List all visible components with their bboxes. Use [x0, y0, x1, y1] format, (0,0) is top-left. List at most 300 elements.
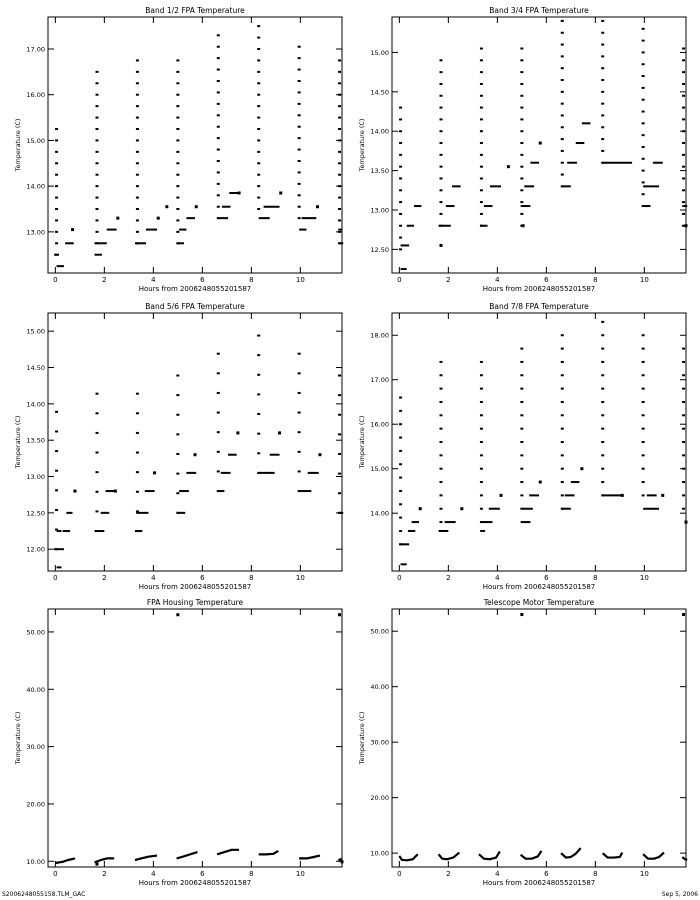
chart-2-point: [480, 166, 483, 168]
chart-2-point: [642, 134, 645, 136]
chart-4-point: [601, 321, 604, 323]
chart-4-point: [399, 503, 402, 505]
chart-2-point: [399, 225, 402, 227]
chart-2-point: [682, 118, 685, 120]
chart-2-point: [642, 181, 645, 183]
chart-1-point: [55, 242, 58, 244]
chart-1-point: [136, 231, 139, 233]
chart-2-point: [440, 59, 443, 61]
chart-2-xtick-label: 2: [446, 276, 451, 284]
chart-3-dot: [278, 431, 281, 434]
chart-2-point: [682, 48, 685, 50]
chart-5-series-line: [135, 856, 157, 861]
chart-4-point: [601, 454, 604, 456]
chart-3-point: [338, 492, 341, 494]
chart-1-point: [257, 151, 260, 153]
chart-1-point: [136, 174, 139, 176]
chart-2-xtick-label: 8: [593, 276, 598, 284]
chart-1-point: [257, 139, 260, 141]
chart-4-point: [520, 348, 523, 350]
chart-1-dot: [165, 205, 168, 208]
chart-4-dot: [661, 494, 664, 497]
chart-4-point: [399, 517, 402, 519]
chart-2-point: [520, 83, 523, 85]
chart-4-point: [440, 454, 443, 456]
chart-5-ytick-label: 10.00: [26, 857, 45, 866]
chart-1-point: [217, 103, 220, 105]
chart-4-point: [642, 401, 645, 403]
chart-4-point: [601, 388, 604, 390]
chart-2-point: [520, 48, 523, 50]
chart-3-point: [96, 471, 99, 473]
chart-1-point: [338, 139, 341, 141]
chart-1-point: [298, 126, 301, 128]
chart-3-point: [136, 471, 139, 473]
chart-3-dot: [318, 453, 321, 456]
chart-4-point: [601, 401, 604, 403]
chart-2-point: [682, 83, 685, 85]
chart-1-point: [176, 71, 179, 73]
chart-3-point: [176, 394, 179, 396]
chart-4-point: [561, 441, 564, 443]
chart-2-dot: [539, 142, 542, 145]
chart-2-point: [642, 111, 645, 113]
chart-2-point: [520, 71, 523, 73]
chart-1-xtick-label: 0: [53, 276, 58, 284]
chart-4-point: [480, 374, 483, 376]
chart-1-point: [217, 183, 220, 185]
chart-4-point: [601, 441, 604, 443]
chart-1-point: [217, 69, 220, 71]
chart-2-dot: [507, 165, 510, 168]
chart-4-point: [601, 334, 604, 336]
chart-4-ytick-label: 17.00: [370, 376, 389, 385]
chart-2-point: [601, 114, 604, 116]
chart-1-point: [136, 82, 139, 84]
chart-1-point: [55, 208, 58, 210]
chart-2-point: [682, 59, 685, 61]
chart-1-point: [217, 57, 220, 59]
chart-3-point: [217, 470, 220, 472]
chart-4-xtick-label: 8: [593, 574, 598, 582]
chart-4-point: [561, 454, 564, 456]
chart-1-point: [298, 69, 301, 71]
chart-4-point: [682, 348, 685, 350]
chart-3-dot: [236, 431, 239, 434]
chart-3-point: [176, 473, 179, 475]
chart-3-point: [257, 433, 260, 435]
chart-1-point: [217, 34, 220, 36]
chart-1-point: [298, 46, 301, 48]
chart-3-dot: [73, 490, 76, 493]
chart-2-point: [520, 154, 523, 156]
chart-4-point: [520, 494, 523, 496]
chart-5-series-line: [259, 851, 279, 854]
chart-1-point: [257, 48, 260, 50]
chart-2-point: [399, 201, 402, 203]
chart-5-xtick-label: 0: [53, 870, 58, 878]
chart-4-point: [399, 463, 402, 465]
chart-2-point: [601, 67, 604, 69]
chart-3-ytick-label: 12.00: [26, 545, 45, 554]
chart-4-dot: [419, 507, 422, 510]
chart-1-point: [96, 231, 99, 233]
chart-4-point: [682, 481, 685, 483]
chart-5-xtick-label: 6: [200, 870, 205, 878]
chart-1-point: [257, 185, 260, 187]
chart-2-point: [399, 154, 402, 156]
chart-1-point: [257, 105, 260, 107]
chart-3-point: [96, 491, 99, 493]
chart-1-xtick-label: 10: [295, 276, 305, 284]
chart-1-point: [136, 139, 139, 141]
chart-2-point: [399, 107, 402, 109]
chart-2-point: [642, 28, 645, 30]
chart-2-point: [561, 20, 564, 22]
chart-5-title: FPA Housing Temperature: [146, 598, 244, 607]
chart-1-point: [96, 185, 99, 187]
chart-1-point: [136, 128, 139, 130]
chart-1-point: [338, 231, 341, 233]
chart-4-point: [601, 428, 604, 430]
chart-2-point: [440, 95, 443, 97]
chart-5-dot: [341, 860, 344, 863]
chart-4-point: [642, 348, 645, 350]
chart-5-xtick-label: 4: [151, 870, 156, 878]
chart-3-point: [176, 453, 179, 455]
chart-2-point: [561, 44, 564, 46]
chart-3-point: [96, 452, 99, 454]
chart-6-series-line: [399, 854, 417, 860]
chart-2-point: [561, 138, 564, 140]
chart-4-xtick-label: 0: [397, 574, 402, 582]
chart-1-point: [257, 128, 260, 130]
chart-1-point: [55, 219, 58, 221]
chart-6-series-line: [521, 851, 542, 859]
chart-1-point: [136, 117, 139, 119]
chart-3-point: [96, 412, 99, 414]
chart-1-point: [298, 114, 301, 116]
chart-3-point: [298, 372, 301, 374]
chart-3-title: Band 5/6 FPA Temperature: [145, 302, 245, 311]
chart-4-point: [682, 374, 685, 376]
chart-4-ytick-label: 15.00: [370, 465, 389, 474]
chart-1-point: [55, 197, 58, 199]
chart-5-frame: [48, 609, 342, 867]
chart-2-point: [480, 83, 483, 85]
chart-2-point: [520, 118, 523, 120]
chart-4-point: [399, 450, 402, 452]
chart-1-point: [176, 82, 179, 84]
chart-2-point: [561, 114, 564, 116]
chart-5-xtick-label: 2: [102, 870, 107, 878]
chart-3-point: [136, 491, 139, 493]
chart-2-point: [682, 142, 685, 144]
chart-1-point: [136, 151, 139, 153]
chart-5-dot: [96, 863, 99, 866]
chart-2-point: [480, 71, 483, 73]
chart-1-point: [176, 174, 179, 176]
chart-4-point: [642, 388, 645, 390]
chart-4-xtick-label: 6: [544, 574, 549, 582]
chart-1-point: [55, 151, 58, 153]
chart-4-ytick-label: 16.00: [370, 420, 389, 429]
chart-3-ytick-label: 13.50: [26, 436, 45, 445]
chart-5-series-line: [177, 852, 198, 858]
chart-1-point: [176, 151, 179, 153]
chart-1-point: [298, 137, 301, 139]
chart-1-point: [136, 197, 139, 199]
chart-2-point: [682, 95, 685, 97]
chart-1-point: [338, 105, 341, 107]
chart-1-point: [96, 208, 99, 210]
chart-4-ylabel: Temperature (C): [358, 415, 366, 469]
chart-2-point: [561, 126, 564, 128]
chart-1-point: [176, 94, 179, 96]
chart-5-series-line: [217, 850, 239, 855]
chart-4-point: [440, 401, 443, 403]
chart-1-point: [257, 37, 260, 39]
chart-4-point: [642, 468, 645, 470]
chart-2-point: [480, 118, 483, 120]
chart-4-point: [642, 334, 645, 336]
chart-2-point: [601, 91, 604, 93]
chart-4-xlabel: Hours from 2006248055201587: [482, 583, 596, 591]
chart-2-point: [480, 154, 483, 156]
chart-3-point: [217, 412, 220, 414]
chart-1-point: [257, 162, 260, 164]
chart-1-point: [136, 208, 139, 210]
chart-2-ylabel: Temperature (C): [358, 118, 366, 172]
chart-2-point: [642, 51, 645, 53]
chart-1-point: [55, 162, 58, 164]
chart-2-point: [440, 83, 443, 85]
chart-2-point: [480, 130, 483, 132]
chart-4-point: [601, 468, 604, 470]
chart-2-title: Band 3/4 FPA Temperature: [489, 6, 589, 15]
chart-2-xtick-label: 0: [397, 276, 402, 284]
chart-4-point: [440, 428, 443, 430]
chart-2-point: [682, 130, 685, 132]
chart-3-ytick-label: 13.00: [26, 473, 45, 482]
chart-4-point: [682, 441, 685, 443]
chart-1-point: [217, 160, 220, 162]
chart-2-point: [440, 107, 443, 109]
chart-2-point: [561, 174, 564, 176]
chart-3-ytick-label: 12.50: [26, 509, 45, 518]
chart-4-point: [561, 401, 564, 403]
chart-1-point: [55, 139, 58, 141]
chart-3-point: [176, 414, 179, 416]
chart-2-point: [561, 32, 564, 34]
chart-6-xtick-label: 8: [593, 870, 598, 878]
chart-6-xtick-label: 6: [544, 870, 549, 878]
chart-2-point: [399, 166, 402, 168]
chart-3-point: [298, 392, 301, 394]
chart-1-point: [96, 139, 99, 141]
chart-1-point: [338, 219, 341, 221]
chart-5-xlabel: Hours from 2006248055201587: [138, 879, 252, 887]
chart-3-point: [96, 432, 99, 434]
chart-2-point: [561, 150, 564, 152]
chart-3-xlabel: Hours from 2006248055201587: [138, 583, 252, 591]
chart-1-point: [96, 128, 99, 130]
chart-4-point: [601, 414, 604, 416]
chart-1-point: [338, 82, 341, 84]
chart-4-point: [520, 454, 523, 456]
chart-3-point: [298, 431, 301, 433]
chart-4-point: [682, 494, 685, 496]
chart-4-point: [480, 388, 483, 390]
chart-2-point: [561, 67, 564, 69]
chart-1-ytick-label: 13.00: [26, 228, 45, 237]
chart-5-series-line: [299, 856, 320, 859]
chart-4-point: [480, 454, 483, 456]
chart-1-point: [55, 174, 58, 176]
chart-1-dot: [71, 228, 74, 231]
chart-5-dot: [176, 613, 179, 616]
chart-4-point: [642, 494, 645, 496]
chart-1-point: [217, 126, 220, 128]
chart-3-point: [338, 473, 341, 475]
chart-4-point: [480, 441, 483, 443]
chart-4-point: [480, 414, 483, 416]
chart-3-xtick-label: 4: [151, 574, 156, 582]
chart-6-xtick-label: 0: [397, 870, 402, 878]
chart-4-xtick-label: 10: [639, 574, 649, 582]
chart-2-point: [642, 158, 645, 160]
chart-2-point: [399, 213, 402, 215]
chart-1-point: [298, 206, 301, 208]
chart-1-point: [338, 117, 341, 119]
chart-1-ytick-label: 14.00: [26, 182, 45, 191]
chart-1-point: [55, 231, 58, 233]
chart-2-point: [601, 150, 604, 152]
chart-2-point: [682, 189, 685, 191]
chart-3-xtick-label: 10: [295, 574, 305, 582]
chart-1-point: [217, 91, 220, 93]
chart-3-point: [55, 470, 58, 472]
chart-1-point: [257, 71, 260, 73]
chart-4-point: [520, 361, 523, 363]
chart-2-point: [520, 59, 523, 61]
chart-1-point: [298, 160, 301, 162]
chart-2-point: [561, 55, 564, 57]
chart-4-point: [601, 374, 604, 376]
chart-5-ytick-label: 20.00: [26, 800, 45, 809]
chart-1-xtick-label: 8: [249, 276, 254, 284]
chart-4-point: [480, 468, 483, 470]
chart-2-point: [642, 63, 645, 65]
chart-5-ylabel: Temperature (C): [14, 711, 22, 765]
chart-4-point: [642, 441, 645, 443]
chart-6-title: Telescope Motor Temperature: [483, 598, 595, 607]
chart-3-dot: [153, 471, 156, 474]
chart-1-point: [338, 71, 341, 73]
chart-2-point: [440, 142, 443, 144]
chart-2-point: [399, 130, 402, 132]
chart-4-point: [399, 397, 402, 399]
chart-4-point: [642, 454, 645, 456]
chart-4-ytick-label: 14.00: [370, 509, 389, 518]
chart-4-point: [480, 481, 483, 483]
chart-3-point: [257, 354, 260, 356]
chart-3-point: [298, 353, 301, 355]
chart-3-point: [257, 393, 260, 395]
chart-2-point: [399, 142, 402, 144]
chart-1-point: [257, 208, 260, 210]
chart-1-point: [176, 219, 179, 221]
chart-4-point: [440, 508, 443, 510]
chart-1-point: [298, 217, 301, 219]
chart-1-dot: [195, 205, 198, 208]
chart-3-point: [136, 452, 139, 454]
chart-2-point: [520, 95, 523, 97]
chart-2-ytick-label: 13.00: [370, 206, 389, 215]
chart-1-point: [136, 71, 139, 73]
chart-4-dot: [500, 494, 503, 497]
chart-2-point: [399, 177, 402, 179]
chart-2-point: [440, 118, 443, 120]
chart-6-ytick-label: 20.00: [370, 794, 389, 803]
chart-6-xtick-label: 4: [495, 870, 500, 878]
chart-1-point: [217, 194, 220, 196]
chart-4-point: [642, 361, 645, 363]
chart-3-point: [257, 452, 260, 454]
chart-2-xtick-label: 4: [495, 276, 500, 284]
chart-1-xtick-label: 4: [151, 276, 156, 284]
chart-6-ytick-label: 40.00: [370, 683, 389, 692]
chart-2-point: [520, 166, 523, 168]
chart-2-point: [682, 107, 685, 109]
chart-4-point: [682, 508, 685, 510]
chart-3-point: [55, 489, 58, 491]
chart-3-point: [55, 450, 58, 452]
chart-2-point: [642, 205, 645, 207]
chart-1-point: [217, 114, 220, 116]
chart-1-point: [338, 197, 341, 199]
chart-4-point: [520, 441, 523, 443]
chart-2-point: [520, 177, 523, 179]
chart-2-point: [601, 126, 604, 128]
chart-2-point: [601, 20, 604, 22]
chart-3-point: [298, 470, 301, 472]
chart-1-dot: [279, 192, 282, 195]
chart-3-point: [136, 412, 139, 414]
chart-2-point: [480, 189, 483, 191]
chart-3-dot: [194, 453, 197, 456]
chart-6-series-line: [603, 853, 623, 858]
chart-1-point: [217, 46, 220, 48]
chart-2-point: [682, 201, 685, 203]
chart-1-frame: [48, 17, 342, 273]
chart-2-point: [682, 213, 685, 215]
chart-2-point: [480, 201, 483, 203]
chart-2-point: [399, 237, 402, 239]
chart-2-point: [440, 189, 443, 191]
chart-2-point: [480, 48, 483, 50]
chart-2-point: [561, 103, 564, 105]
chart-2-point: [440, 154, 443, 156]
chart-4-point: [561, 494, 564, 496]
chart-1-point: [176, 139, 179, 141]
chart-4-point: [520, 388, 523, 390]
chart-3-ytick-label: 14.00: [26, 400, 45, 409]
chart-2-point: [480, 107, 483, 109]
chart-5-xtick-label: 8: [249, 870, 254, 878]
chart-5-ytick-label: 40.00: [26, 685, 45, 694]
chart-2-point: [561, 79, 564, 81]
